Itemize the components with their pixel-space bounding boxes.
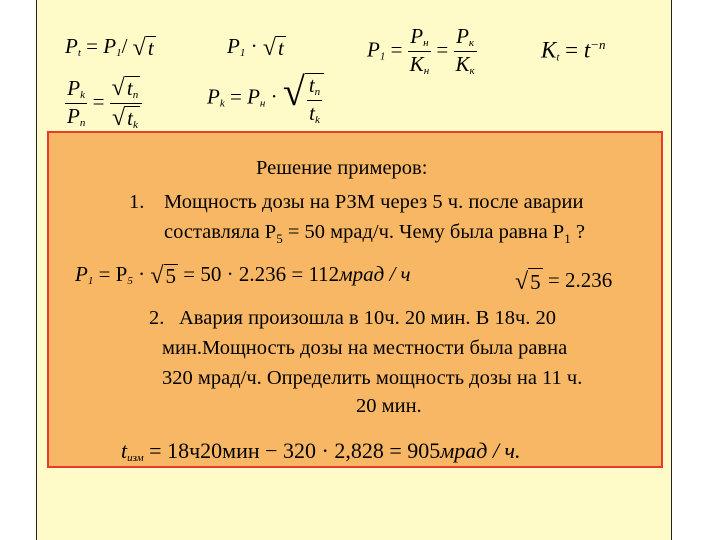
problem-1-line-2: составляла $Р_5 = 50$ мрад/ч. Чему была равна $Р_1$ ? (164, 221, 585, 247)
fraction: $\frac{P_k}{P_n}$ (67, 76, 86, 129)
problem-2-line-4: 20 мин. (356, 395, 422, 417)
fraction: $\frac{P_к}{K_к}$ (455, 24, 475, 77)
formula-pt-decay: $P_t = P_1/$ √t (65, 34, 154, 62)
fraction: $\frac{√t_n}{√t_k}$ (110, 76, 143, 131)
solution-equation-2: $t_{изм} = 18ч20мин - 320 \cdot 2,828$ = 905мрад / ч. (121, 438, 521, 464)
problem-2-line-1: Авария произошла в 10ч. 20 мин. В 18ч. 20 (179, 307, 557, 329)
fraction: $\frac{P_н}{K_н}$ (409, 24, 430, 77)
sqrt-t: √t (132, 35, 154, 62)
sqrt-t: √t (262, 35, 284, 62)
solution-panel (47, 131, 663, 468)
sqrt-fraction: √ $\frac{t_n}{t_k}$ (283, 72, 324, 126)
problem-2-number: 2. (149, 307, 165, 329)
problem-2-line-2: мин.Мощность дозы на местности была равна (162, 337, 568, 359)
formula-p1-ratio: $P_1$ = $\frac{P_н}{K_н}$ = $\frac{P_к}{K_к}$ (367, 24, 475, 77)
sqrt5-value: √5 = 2.236 (515, 268, 613, 296)
solution-heading: Решение примеров: (256, 157, 428, 179)
problem-2-line-3: 320 мрад/ч. Определить мощность дозы на 11 ч. (162, 367, 583, 389)
formula-p1-sqrt: $P_1 \cdot √t$ (227, 34, 284, 62)
problem-1-number: 1. (129, 191, 145, 213)
formula-kt: $K_t = t^{-n}$ (541, 37, 606, 64)
solution-equation-1: $P_1 = P_5 \cdot √5 = 50 \cdot 2.236$ = 112мрад / ч (75, 262, 411, 290)
formula-pk-pn-ratio: $\frac{P_k}{P_n}$ = $\frac{√t_n}{√t_k}$ (65, 76, 142, 131)
problem-1-line-1: Мощность дозы на РЗМ через 5 ч. после аварии (164, 191, 584, 213)
formula-pk: $P_k = P_н$ · √ $\frac{t_n}{t_k}$ (207, 72, 324, 126)
